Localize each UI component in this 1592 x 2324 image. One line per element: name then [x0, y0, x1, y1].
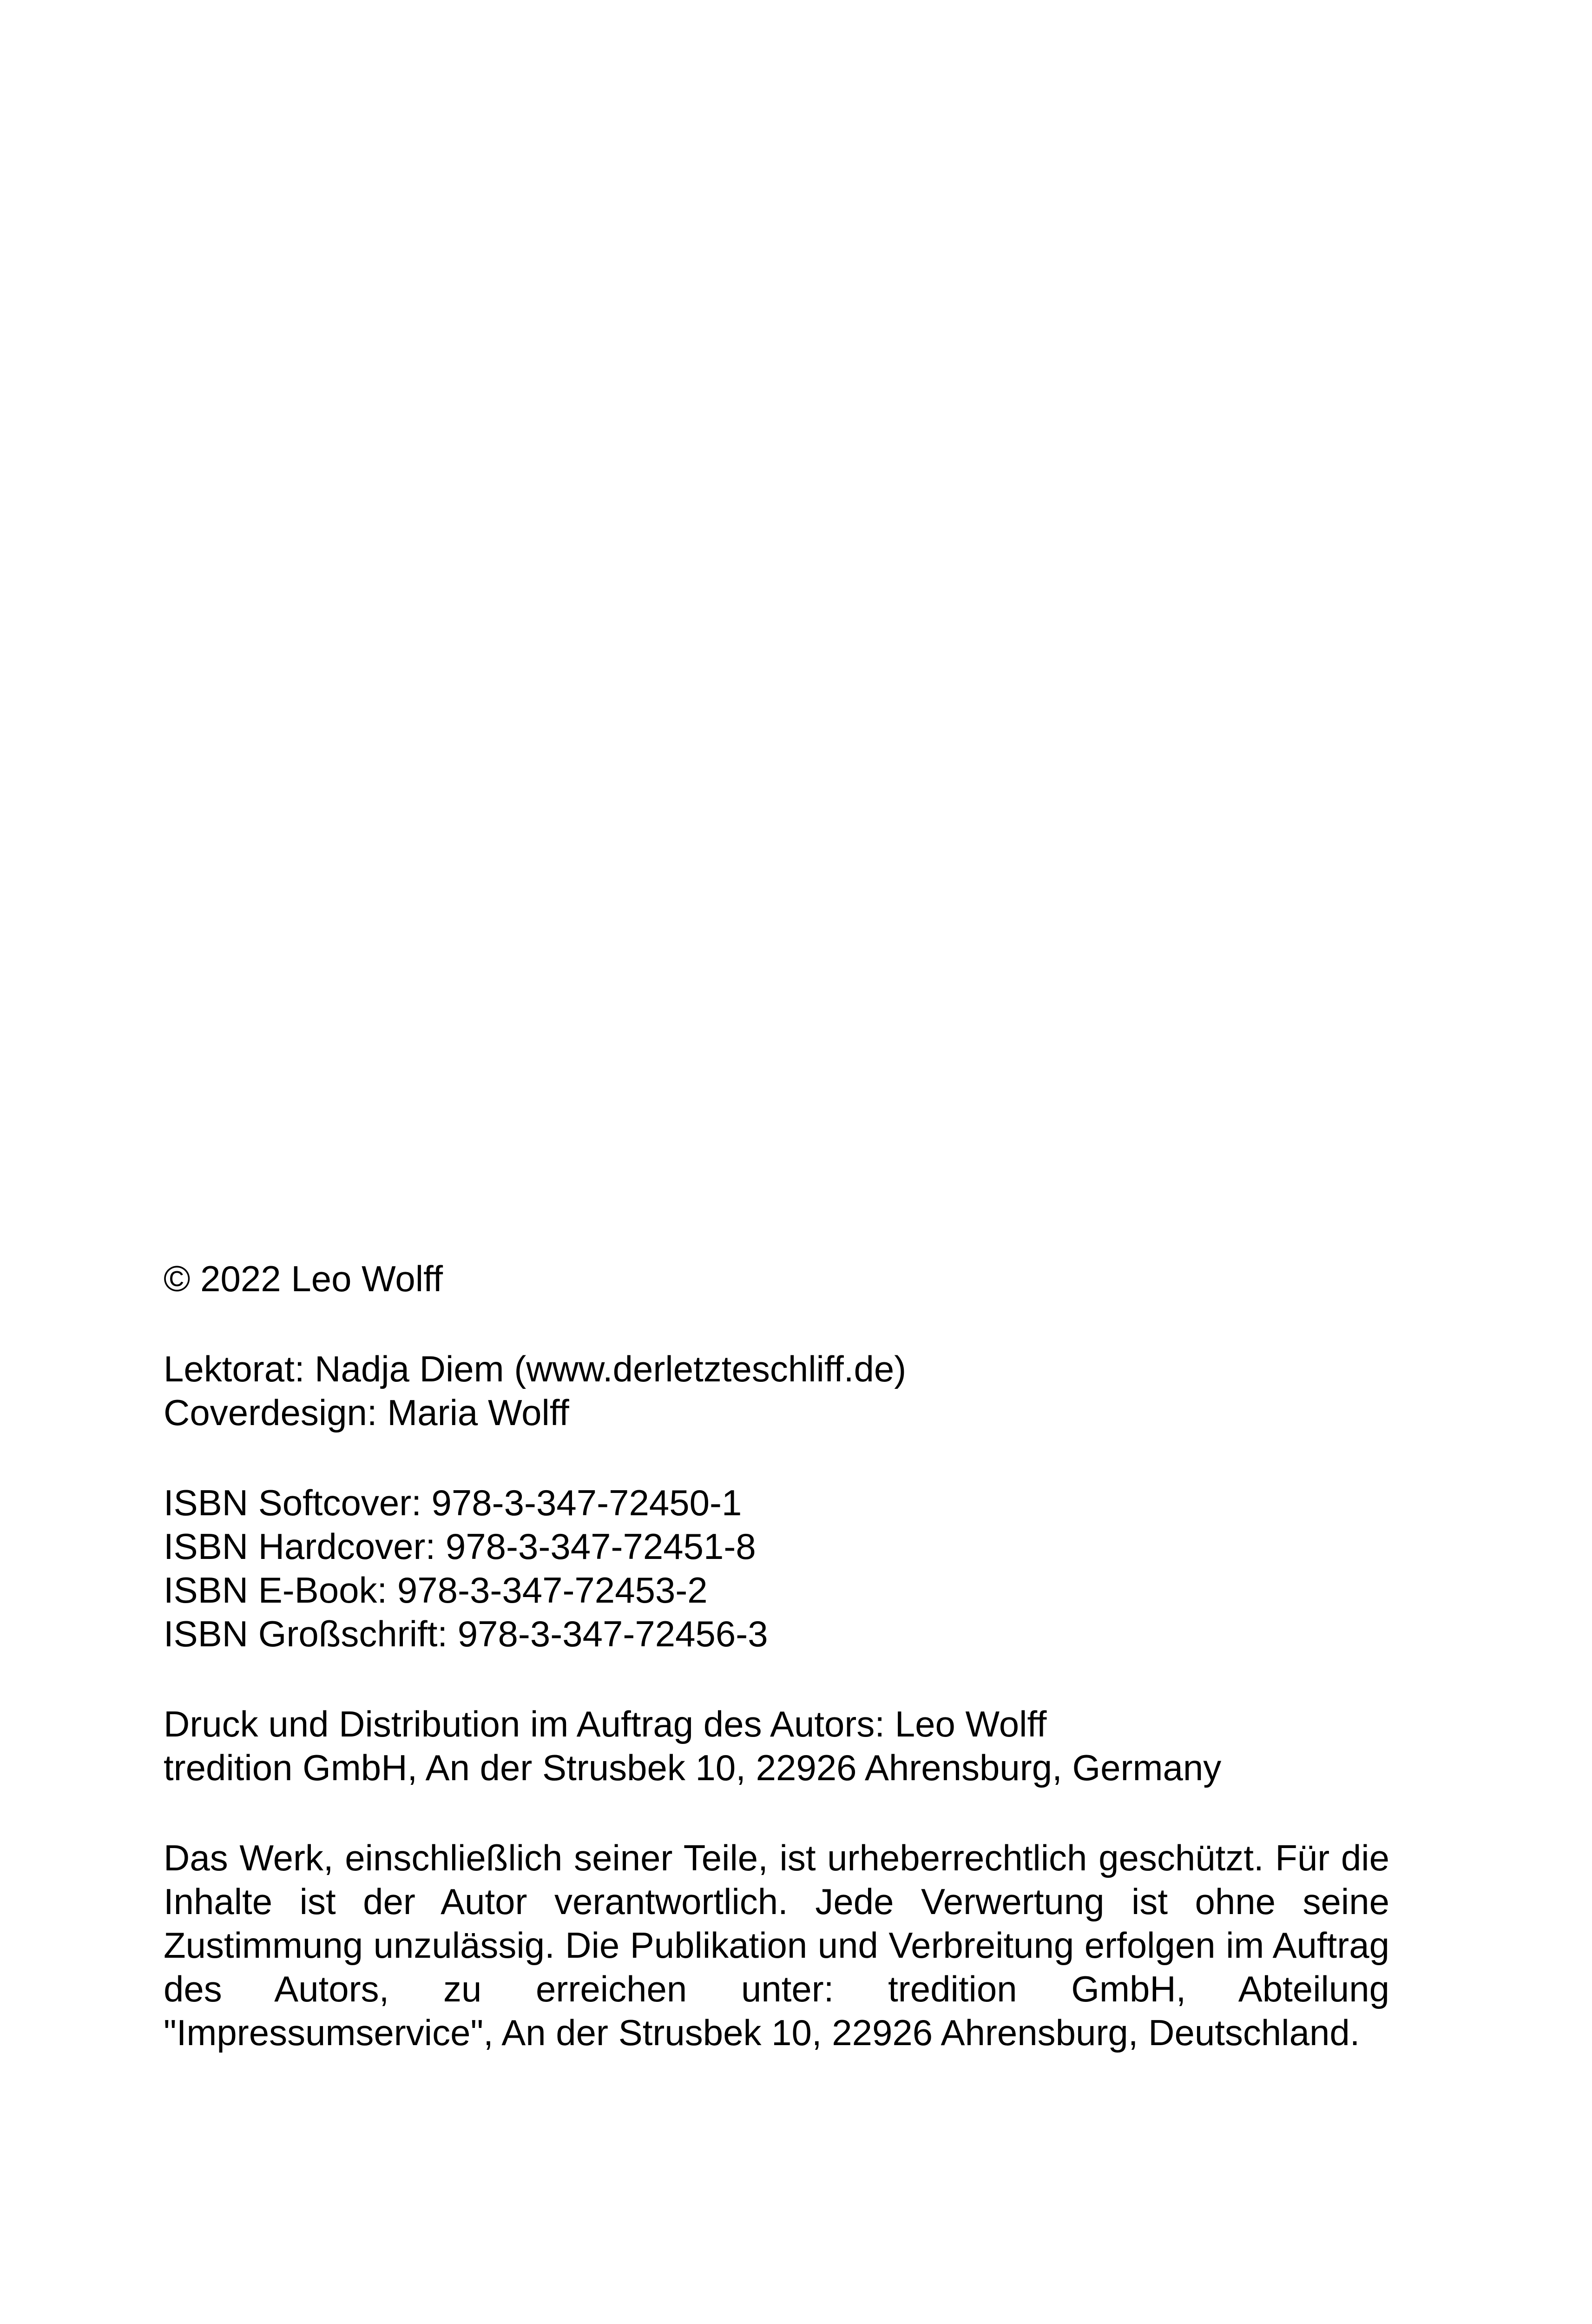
distribution-line-2: tredition GmbH, An der Strusbek 10, 22926 Ahrensburg, Germany — [164, 1747, 1222, 1788]
legal-notice: Das Werk, einschließlich seiner Teile, ist urheberrechtlich geschützt. Für die Inhalte ist der Autor verantwortlich. Jede Verwertung ist ohne seine Zustimmung unzulässig. Die Publikation und Verbreitung erfolgen im Auftrag des Autors, zu erreichen unter: tredition GmbH, Abteilung "Impressumservice", An der Strusbek 10, 22926 Ahrensburg, Deutschland. — [164, 1837, 1389, 2053]
distribution-line-1: Druck und Distribution im Auftrag des Autors: Leo Wolff — [164, 1703, 1047, 1744]
isbn-hardcover: ISBN Hardcover: 978-3-347-72451-8 — [164, 1526, 756, 1567]
cover-credit: Coverdesign: Maria Wolff — [164, 1392, 569, 1433]
distribution-section — [164, 1702, 1389, 1789]
isbn-softcover: ISBN Softcover: 978-3-347-72450-1 — [164, 1482, 742, 1523]
imprint-block — [164, 1257, 1389, 2054]
isbn-large-print: ISBN Großschrift: 978-3-347-72456-3 — [164, 1613, 768, 1654]
editing-credit: Lektorat: Nadja Diem (www.derletzteschliff.de) — [164, 1348, 907, 1389]
isbn-section — [164, 1481, 1389, 1656]
isbn-ebook: ISBN E-Book: 978-3-347-72453-2 — [164, 1570, 708, 1611]
copyright-line: © 2022 Leo Wolff — [164, 1258, 443, 1299]
credits-section — [164, 1347, 1389, 1434]
copyright-section — [164, 1257, 1389, 1301]
